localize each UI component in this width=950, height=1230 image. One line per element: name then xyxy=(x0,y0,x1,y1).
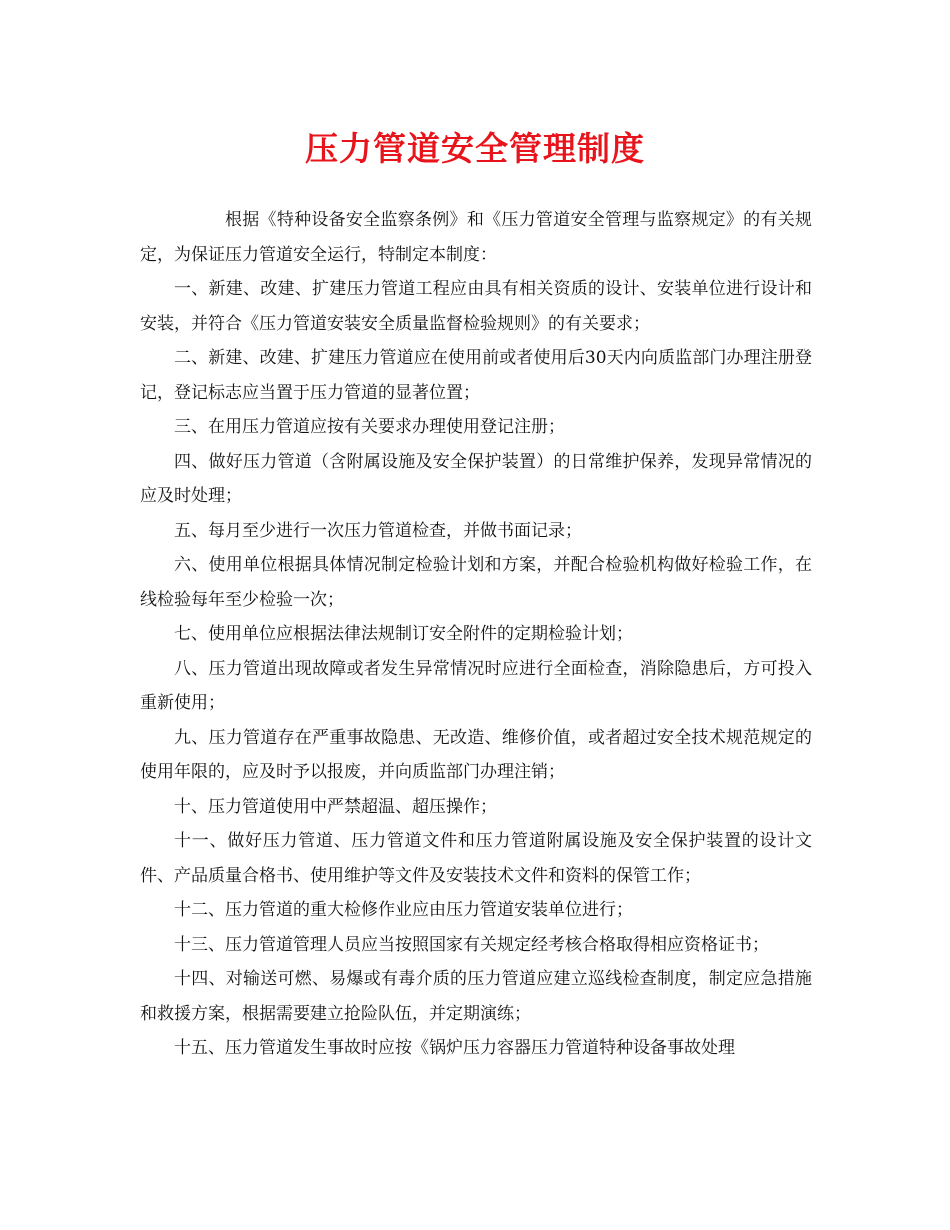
clause-13: 十三、压力管道管理人员应当按照国家有关规定经考核合格取得相应资格证书； xyxy=(174,934,769,955)
clause-5: 五、每月至少进行一次压力管道检查，并做书面记录； xyxy=(174,520,582,541)
clause-6: 六、使用单位根据具体情况制定检验计划和方案，并配合检验机构做好检验工作，在线检验每年至少检验一次； xyxy=(140,555,812,610)
clause-11: 十一、做好压力管道、压力管道文件和压力管道附属设施及安全保护装置的设计文件、产品质量合格书、使用维护等文件及安装技术文件和资料的保管工作； xyxy=(140,831,812,886)
clause-10: 十、压力管道使用中严禁超温、超压操作； xyxy=(174,796,497,817)
clause-7: 七、使用单位应根据法律法规制订安全附件的定期检验计划； xyxy=(174,624,633,644)
clause-15: 十五、压力管道发生事故时应按《锅炉压力容器压力管道特种设备事故处理 xyxy=(174,1038,735,1058)
clause-12: 十二、压力管道的重大检修作业应由压力管道安装单位进行； xyxy=(174,900,633,920)
clause-8: 八、压力管道出现故障或者发生异常情况时应进行全面检查，消除隐患后，方可投入重新使用； xyxy=(140,658,812,713)
clause-2: 二、新建、改建、扩建压力管道应在使用前或者使用后30天内向质监部门办理注册登记，登记标志应当置于压力管道的显著位置； xyxy=(140,348,812,403)
document-body xyxy=(140,203,812,1066)
clause-3: 三、在用压力管道应按有关要求办理使用登记注册； xyxy=(174,417,565,437)
clause-1: 一、新建、改建、扩建压力管道工程应由具有相关资质的设计、安装单位进行设计和安装，并符合《压力管道安装安全质量监督检验规则》的有关要求； xyxy=(140,279,812,334)
document-title: 压力管道安全管理制度 xyxy=(305,129,645,168)
clause-14: 十四、对输送可燃、易爆或有毒介质的压力管道应建立巡线检查制度，制定应急措施和救援方案，根据需要建立抢险队伍，并定期演练； xyxy=(140,969,812,1024)
clause-4: 四、做好压力管道（含附属设施及安全保护装置）的日常维护保养，发现异常情况的应及时处理； xyxy=(140,451,812,506)
intro-paragraph: 根据《特种设备安全监察条例》和《压力管道安全管理与监察规定》的有关规定，为保证压力管道安全运行，特制定本制度： xyxy=(140,210,812,265)
clause-9: 九、压力管道存在严重事故隐患、无改造、维修价值，或者超过安全技术规范规定的使用年限的，应及时予以报废，并向质监部门办理注销； xyxy=(140,727,812,782)
